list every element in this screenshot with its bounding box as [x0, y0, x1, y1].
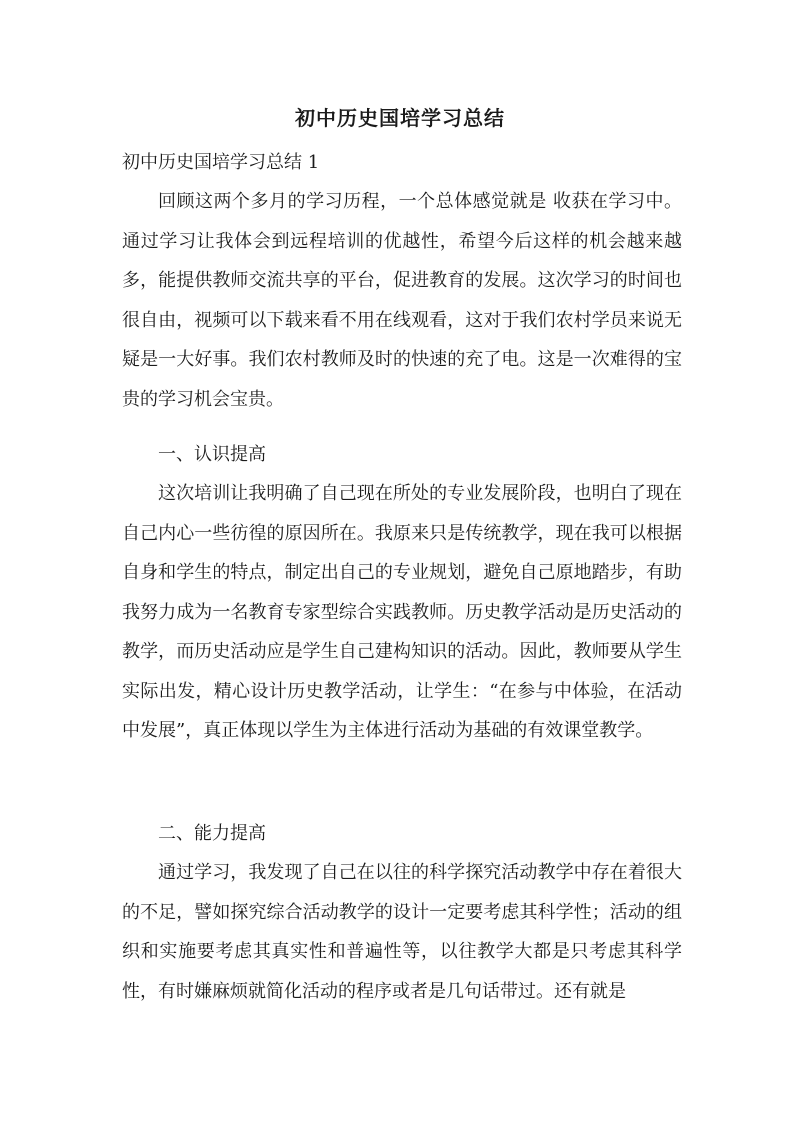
paragraph-section-2: 通过学习，我发现了自己在以往的科学探究活动教学中存在着很大的不足，譬如探究综合活动教学的设计一定要考虑其科学性；活动的组织和实施要考虑其真实性和普遍性等，以往教学大都是只考虑其科学性，有时嫌麻烦就简化活动的程序或者是几句话带过。还有就是: [122, 862, 682, 1002]
document-subtitle: 初中历史国培学习总结 1: [122, 152, 320, 173]
document-title: 初中历史国培学习总结: [295, 106, 505, 130]
paragraph-section-1: 这次培训让我明确了自己现在所处的专业发展阶段，也明白了现在自己内心一些彷徨的原因所在。我原来只是传统教学，现在我可以根据自身和学生的特点，制定出自己的专业规划，避免自己原地踏步，有助我努力成为一名教育专家型综合实践教师。历史教学活动是历史活动的教学，而历史活动应是学生自己建构知识的活动。因此，教师要从学生实际出发，精心设计历史教学活动，让学生：“在参与中体验，在活动中发展”，真正体现以学生为主体进行活动为基础的有效课堂教学。: [122, 483, 682, 741]
paragraph-intro: 回顾这两个多月的学习历程，一个总体感觉就是 收获在学习中。通过学习让我体会到远程培训的优越性，希望今后这样的机会越来越多，能提供教师交流共享的平台，促进教育的发展。这次学习的时间也很自由，视频可以下载来看不用在线观看，这对于我们农村学员来说无疑是一大好事。我们农村教师及时的快速的充了电。这是一次难得的宝贵的学习机会宝贵。: [122, 191, 682, 410]
section-heading-1: 一、认识提高: [158, 444, 266, 465]
section-heading-2: 二、能力提高: [158, 823, 266, 844]
